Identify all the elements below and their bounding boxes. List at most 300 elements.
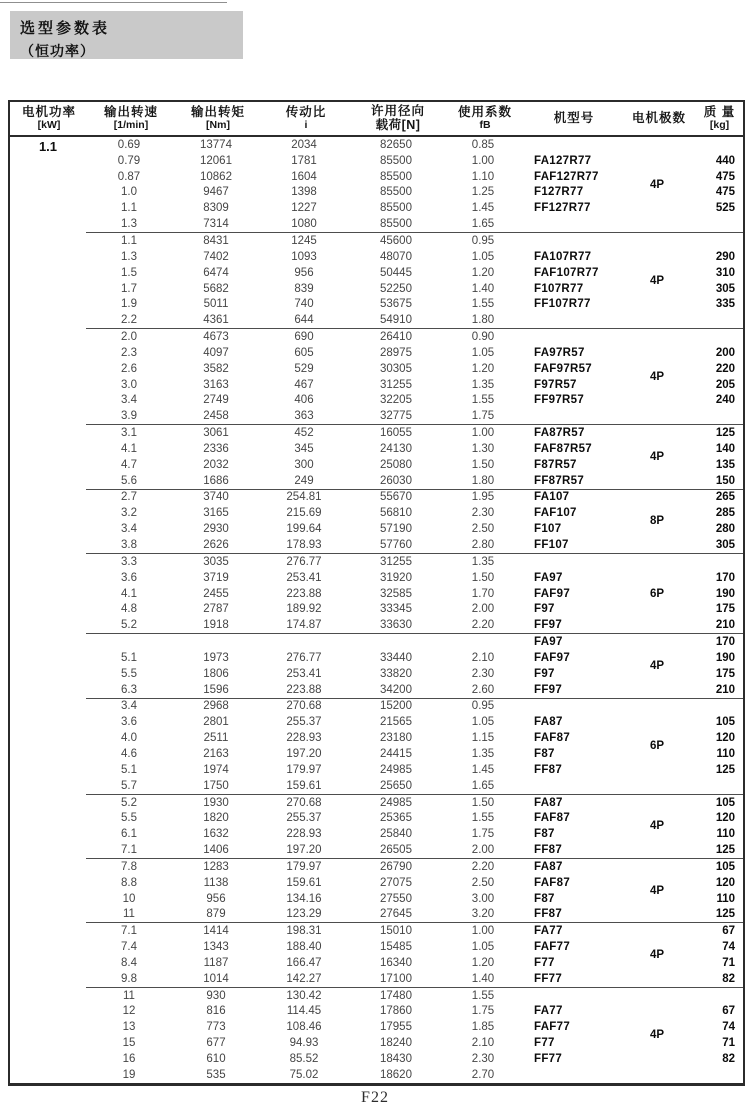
table-row bbox=[86, 473, 743, 489]
mass-cell: 125 bbox=[715, 908, 735, 921]
load-cell: 16340 bbox=[380, 956, 412, 969]
torque-cell: 3719 bbox=[203, 571, 229, 584]
ratio-cell: 249 bbox=[294, 474, 314, 487]
table-row bbox=[86, 329, 743, 345]
ratio-cell: 174.87 bbox=[286, 619, 322, 632]
load-cell: 30305 bbox=[380, 362, 412, 375]
torque-cell: 4097 bbox=[203, 346, 229, 359]
ratio-cell: 740 bbox=[294, 298, 314, 311]
load-cell: 18430 bbox=[380, 1053, 412, 1066]
torque-cell: 3163 bbox=[203, 378, 229, 391]
ratio-cell: 228.93 bbox=[286, 732, 322, 745]
load-cell: 54910 bbox=[380, 314, 412, 327]
model-cell: FA107R77 bbox=[534, 250, 592, 263]
service-factor-cell: 1.80 bbox=[471, 474, 495, 487]
load-cell: 27075 bbox=[380, 876, 412, 889]
load-cell: 26790 bbox=[380, 860, 412, 873]
torque-cell: 8309 bbox=[203, 202, 229, 215]
poles-label: 6P bbox=[649, 587, 665, 600]
service-factor-cell: 1.20 bbox=[471, 956, 495, 969]
service-factor-cell: 2.00 bbox=[471, 603, 495, 616]
model-cell: FAF77 bbox=[534, 1021, 571, 1034]
mass-cell: 525 bbox=[715, 202, 735, 215]
speed-cell: 5.2 bbox=[121, 619, 137, 632]
table-row bbox=[86, 137, 743, 153]
service-factor-cell: 1.75 bbox=[471, 828, 495, 841]
torque-cell: 1930 bbox=[203, 796, 229, 809]
ratio-cell: 956 bbox=[294, 266, 314, 279]
torque-cell: 3035 bbox=[203, 555, 229, 568]
speed-cell: 13 bbox=[122, 1021, 136, 1034]
model-cell: FAF107 bbox=[534, 507, 577, 520]
speed-cell: 1.7 bbox=[121, 282, 137, 295]
service-factor-cell: 2.10 bbox=[471, 651, 495, 664]
mass-cell: 74 bbox=[722, 941, 735, 954]
load-cell: 26030 bbox=[380, 474, 412, 487]
load-cell: 23180 bbox=[380, 732, 412, 745]
table-row bbox=[86, 699, 743, 715]
torque-cell: 2801 bbox=[203, 716, 229, 729]
mass-cell: 175 bbox=[715, 603, 735, 616]
model-cell: FAF87R57 bbox=[534, 442, 593, 455]
ratio-cell: 179.97 bbox=[286, 763, 322, 776]
poles-label: 4P bbox=[649, 949, 665, 962]
service-factor-cell: 0.95 bbox=[471, 700, 495, 713]
header-service-factor: 使用系数 fB bbox=[457, 104, 512, 132]
model-cell: FA77 bbox=[534, 1005, 563, 1018]
selection-parameter-table bbox=[8, 100, 745, 1086]
load-cell: 31255 bbox=[380, 555, 412, 568]
table-row bbox=[86, 778, 743, 794]
load-cell: 85500 bbox=[380, 202, 412, 215]
ratio-cell: 197.20 bbox=[286, 844, 322, 857]
ratio-cell: 166.47 bbox=[286, 956, 322, 969]
service-factor-cell: 0.85 bbox=[471, 138, 495, 151]
ratio-cell: 690 bbox=[294, 331, 314, 344]
ratio-cell: 178.93 bbox=[286, 539, 322, 552]
service-factor-cell: 1.75 bbox=[471, 410, 495, 423]
model-cell: FA97 bbox=[534, 636, 563, 649]
service-factor-cell: 1.80 bbox=[471, 314, 495, 327]
mass-cell: 125 bbox=[715, 844, 735, 857]
ratio-cell: 1080 bbox=[291, 218, 317, 231]
mass-cell: 71 bbox=[722, 1037, 735, 1050]
ratio-cell: 75.02 bbox=[289, 1068, 319, 1081]
speed-cell: 4.8 bbox=[121, 603, 137, 616]
load-cell: 15485 bbox=[380, 941, 412, 954]
load-cell: 52250 bbox=[380, 282, 412, 295]
torque-cell: 1343 bbox=[203, 941, 229, 954]
model-cell: FAF87 bbox=[534, 732, 571, 745]
service-factor-cell: 2.80 bbox=[471, 539, 495, 552]
mass-cell: 135 bbox=[715, 458, 735, 471]
mass-cell: 110 bbox=[716, 747, 735, 760]
service-factor-cell: 2.60 bbox=[471, 683, 495, 696]
ratio-cell: 189.92 bbox=[286, 603, 322, 616]
speed-cell: 1.9 bbox=[121, 298, 137, 311]
load-cell: 27550 bbox=[380, 892, 412, 905]
poles-label: 4P bbox=[649, 178, 665, 191]
ratio-cell: 179.97 bbox=[286, 860, 322, 873]
speed-cell: 6.3 bbox=[121, 683, 137, 696]
service-factor-cell: 1.10 bbox=[471, 170, 495, 183]
load-cell: 85500 bbox=[380, 170, 412, 183]
mass-cell: 74 bbox=[722, 1021, 735, 1034]
poles-label: 6P bbox=[649, 740, 665, 753]
ratio-cell: 223.88 bbox=[286, 587, 322, 600]
ratio-cell: 159.61 bbox=[286, 779, 322, 792]
torque-cell: 13774 bbox=[200, 138, 232, 151]
torque-cell: 9467 bbox=[203, 186, 229, 199]
speed-cell: 3.2 bbox=[121, 507, 137, 520]
poles-label: 8P bbox=[649, 515, 665, 528]
service-factor-cell: 1.35 bbox=[471, 555, 495, 568]
model-cell: F87 bbox=[534, 828, 555, 841]
load-cell: 33630 bbox=[380, 619, 412, 632]
load-cell: 57190 bbox=[380, 523, 412, 536]
row-group bbox=[86, 328, 743, 424]
model-cell: FAF97R57 bbox=[534, 362, 593, 375]
speed-cell: 5.1 bbox=[121, 651, 137, 664]
service-factor-cell: 1.65 bbox=[471, 218, 495, 231]
table-row bbox=[86, 537, 743, 553]
table-row bbox=[86, 153, 743, 169]
load-cell: 55670 bbox=[380, 491, 412, 504]
model-cell: FF77 bbox=[534, 972, 563, 985]
table-row bbox=[86, 634, 743, 650]
model-cell: F97 bbox=[534, 667, 555, 680]
ratio-cell: 108.46 bbox=[286, 1021, 322, 1034]
torque-cell: 930 bbox=[206, 989, 226, 1002]
speed-cell: 1.1 bbox=[121, 202, 137, 215]
ratio-cell: 276.77 bbox=[286, 651, 322, 664]
row-group bbox=[86, 922, 743, 986]
model-cell: FF97 bbox=[534, 619, 563, 632]
table-row bbox=[86, 795, 743, 811]
speed-cell: 5.6 bbox=[121, 474, 137, 487]
top-rule bbox=[0, 2, 227, 3]
mass-cell: 125 bbox=[715, 427, 735, 440]
load-cell: 32205 bbox=[380, 394, 412, 407]
load-cell: 15200 bbox=[380, 700, 412, 713]
service-factor-cell: 1.50 bbox=[471, 796, 495, 809]
load-cell: 25840 bbox=[380, 828, 412, 841]
ratio-cell: 215.69 bbox=[286, 507, 322, 520]
mass-cell: 110 bbox=[716, 828, 735, 841]
service-factor-cell: 1.55 bbox=[471, 298, 495, 311]
load-cell: 85500 bbox=[380, 218, 412, 231]
mass-cell: 210 bbox=[715, 683, 735, 696]
service-factor-cell: 0.95 bbox=[471, 234, 495, 247]
speed-cell: 3.1 bbox=[121, 427, 137, 440]
ratio-cell: 270.68 bbox=[286, 796, 322, 809]
mass-cell: 220 bbox=[715, 362, 735, 375]
torque-cell: 2930 bbox=[203, 523, 229, 536]
load-cell: 26410 bbox=[380, 331, 412, 344]
torque-cell: 1820 bbox=[203, 812, 229, 825]
ratio-cell: 345 bbox=[294, 442, 314, 455]
ratio-cell: 270.68 bbox=[286, 700, 322, 713]
speed-cell: 2.2 bbox=[121, 314, 137, 327]
model-cell: FF87R57 bbox=[534, 474, 585, 487]
load-cell: 24985 bbox=[380, 796, 412, 809]
table-body bbox=[10, 137, 743, 1083]
load-cell: 16055 bbox=[380, 427, 412, 440]
torque-cell: 4673 bbox=[203, 331, 229, 344]
torque-cell: 535 bbox=[206, 1068, 226, 1081]
load-cell: 15010 bbox=[380, 925, 412, 938]
ratio-cell: 197.20 bbox=[286, 747, 322, 760]
load-cell: 33820 bbox=[380, 667, 412, 680]
title-box bbox=[10, 11, 243, 59]
speed-cell: 5.7 bbox=[121, 779, 137, 792]
torque-cell: 773 bbox=[206, 1021, 226, 1034]
load-cell: 48070 bbox=[380, 250, 412, 263]
mass-cell: 290 bbox=[715, 250, 735, 263]
speed-cell: 3.3 bbox=[121, 555, 137, 568]
poles-label: 4P bbox=[649, 450, 665, 463]
header-radial-load: 许用径向 载荷[N] bbox=[370, 103, 425, 132]
speed-cell: 3.6 bbox=[121, 716, 137, 729]
load-cell: 24985 bbox=[380, 763, 412, 776]
service-factor-cell: 2.00 bbox=[471, 844, 495, 857]
model-cell: FA87 bbox=[534, 796, 563, 809]
row-group bbox=[86, 987, 743, 1083]
service-factor-cell: 3.00 bbox=[471, 892, 495, 905]
speed-cell: 4.6 bbox=[121, 747, 137, 760]
row-group bbox=[86, 633, 743, 697]
ratio-cell: 1604 bbox=[291, 170, 317, 183]
load-cell: 34200 bbox=[380, 683, 412, 696]
poles-label: 4P bbox=[649, 820, 665, 833]
service-factor-cell: 3.20 bbox=[471, 908, 495, 921]
mass-cell: 265 bbox=[715, 491, 735, 504]
service-factor-cell: 1.00 bbox=[471, 427, 495, 440]
load-cell: 57760 bbox=[380, 539, 412, 552]
model-cell: FA77 bbox=[534, 925, 563, 938]
model-cell: FAF107R77 bbox=[534, 266, 599, 279]
ratio-cell: 159.61 bbox=[286, 876, 322, 889]
load-cell: 27645 bbox=[380, 908, 412, 921]
table-row bbox=[86, 714, 743, 730]
torque-cell: 1283 bbox=[203, 860, 229, 873]
load-cell: 45600 bbox=[380, 234, 412, 247]
mass-cell: 150 bbox=[715, 474, 735, 487]
table-row bbox=[86, 296, 743, 312]
ratio-cell: 1227 bbox=[291, 202, 317, 215]
poles-label: 4P bbox=[649, 1029, 665, 1042]
mass-cell: 71 bbox=[722, 956, 735, 969]
row-group bbox=[86, 424, 743, 488]
mass-cell: 67 bbox=[722, 1005, 735, 1018]
page-subtitle: （恒功率） bbox=[20, 43, 95, 59]
load-cell: 24415 bbox=[380, 747, 412, 760]
torque-cell: 2968 bbox=[203, 700, 229, 713]
ratio-cell: 134.16 bbox=[286, 892, 322, 905]
speed-cell: 16 bbox=[122, 1053, 136, 1066]
service-factor-cell: 1.40 bbox=[471, 972, 495, 985]
torque-cell: 2787 bbox=[203, 603, 229, 616]
torque-cell: 2626 bbox=[203, 539, 229, 552]
table-row bbox=[86, 345, 743, 361]
load-cell: 50445 bbox=[380, 266, 412, 279]
speed-cell: 4.1 bbox=[121, 442, 137, 455]
table-row bbox=[86, 601, 743, 617]
load-cell: 28975 bbox=[380, 346, 412, 359]
ratio-cell: 130.42 bbox=[286, 989, 322, 1002]
speed-cell: 4.0 bbox=[121, 732, 137, 745]
service-factor-cell: 2.10 bbox=[471, 1037, 495, 1050]
speed-cell: 5.5 bbox=[121, 667, 137, 680]
ratio-cell: 255.37 bbox=[286, 812, 322, 825]
torque-cell: 8431 bbox=[203, 234, 229, 247]
table-row bbox=[86, 490, 743, 506]
load-cell: 25365 bbox=[380, 812, 412, 825]
mass-cell: 205 bbox=[715, 378, 735, 391]
service-factor-cell: 1.35 bbox=[471, 747, 495, 760]
table-row bbox=[86, 988, 743, 1004]
service-factor-cell: 1.05 bbox=[471, 716, 495, 729]
torque-cell: 3740 bbox=[203, 491, 229, 504]
table-row bbox=[86, 554, 743, 570]
speed-cell: 3.6 bbox=[121, 571, 137, 584]
torque-cell: 1918 bbox=[203, 619, 229, 632]
speed-cell: 3.9 bbox=[121, 410, 137, 423]
torque-cell: 2336 bbox=[203, 442, 229, 455]
model-cell: FA87 bbox=[534, 716, 563, 729]
model-cell: F127R77 bbox=[534, 186, 584, 199]
ratio-cell: 529 bbox=[294, 362, 314, 375]
speed-cell: 7.1 bbox=[121, 844, 137, 857]
header-ratio: 传动比 i bbox=[285, 104, 327, 132]
mass-cell: 305 bbox=[715, 539, 735, 552]
service-factor-cell: 1.00 bbox=[471, 925, 495, 938]
model-cell: FF97 bbox=[534, 683, 563, 696]
load-cell: 18620 bbox=[380, 1068, 412, 1081]
service-factor-cell: 1.05 bbox=[471, 250, 495, 263]
poles-label: 4P bbox=[649, 659, 665, 672]
speed-cell: 2.7 bbox=[121, 491, 137, 504]
header-model: 机型号 bbox=[553, 110, 595, 125]
load-cell: 17955 bbox=[380, 1021, 412, 1034]
speed-cell: 11 bbox=[123, 989, 135, 1002]
service-factor-cell: 1.75 bbox=[471, 1005, 495, 1018]
ratio-cell: 198.31 bbox=[286, 925, 322, 938]
model-cell: FA107 bbox=[534, 491, 570, 504]
ratio-cell: 605 bbox=[294, 346, 314, 359]
header-motor-power: 电机功率 [kW] bbox=[21, 104, 76, 132]
mass-cell: 305 bbox=[715, 282, 735, 295]
service-factor-cell: 1.40 bbox=[471, 282, 495, 295]
service-factor-cell: 1.50 bbox=[471, 571, 495, 584]
speed-cell: 6.1 bbox=[121, 828, 137, 841]
table-row bbox=[86, 971, 743, 987]
service-factor-cell: 1.45 bbox=[471, 763, 495, 776]
service-factor-cell: 1.20 bbox=[471, 266, 495, 279]
model-cell: F107R77 bbox=[534, 282, 584, 295]
mass-cell: 105 bbox=[715, 860, 735, 873]
table-row bbox=[86, 1004, 743, 1020]
row-group bbox=[86, 858, 743, 922]
table-row bbox=[86, 570, 743, 586]
service-factor-cell: 0.90 bbox=[471, 331, 495, 344]
torque-cell: 1187 bbox=[203, 956, 229, 969]
speed-cell: 5.1 bbox=[121, 763, 137, 776]
torque-cell: 5682 bbox=[203, 282, 229, 295]
torque-cell: 1596 bbox=[203, 683, 229, 696]
row-group bbox=[86, 553, 743, 633]
header-motor-poles: 电机极数 bbox=[631, 110, 686, 125]
torque-cell: 2455 bbox=[203, 587, 229, 600]
torque-cell: 3165 bbox=[203, 507, 229, 520]
table-row bbox=[86, 408, 743, 424]
ratio-cell: 223.88 bbox=[286, 683, 322, 696]
load-cell: 25650 bbox=[380, 779, 412, 792]
torque-cell: 7314 bbox=[203, 218, 229, 231]
torque-cell: 6474 bbox=[203, 266, 229, 279]
mass-cell: 310 bbox=[715, 266, 735, 279]
service-factor-cell: 2.30 bbox=[471, 667, 495, 680]
torque-cell: 4361 bbox=[203, 314, 229, 327]
ratio-cell: 228.93 bbox=[286, 828, 322, 841]
ratio-cell: 1093 bbox=[291, 250, 317, 263]
load-cell: 31920 bbox=[380, 571, 412, 584]
model-cell: FAF127R77 bbox=[534, 170, 599, 183]
speed-cell: 9.8 bbox=[121, 972, 137, 985]
service-factor-cell: 1.15 bbox=[471, 732, 495, 745]
speed-cell: 19 bbox=[122, 1068, 136, 1081]
ratio-cell: 1781 bbox=[291, 154, 317, 167]
load-cell: 85500 bbox=[380, 154, 412, 167]
speed-cell: 1.5 bbox=[121, 266, 137, 279]
table-row bbox=[86, 842, 743, 858]
ratio-cell: 253.41 bbox=[286, 571, 322, 584]
model-cell: F87R57 bbox=[534, 458, 577, 471]
model-cell: F97R57 bbox=[534, 378, 577, 391]
speed-cell: 2.6 bbox=[121, 362, 137, 375]
load-cell: 33345 bbox=[380, 603, 412, 616]
ratio-cell: 1398 bbox=[291, 186, 317, 199]
torque-cell: 956 bbox=[206, 892, 226, 905]
ratio-cell: 85.52 bbox=[289, 1053, 319, 1066]
load-cell: 26505 bbox=[380, 844, 412, 857]
model-cell: FF77 bbox=[534, 1053, 563, 1066]
mass-cell: 240 bbox=[715, 394, 735, 407]
service-factor-cell: 1.95 bbox=[471, 491, 495, 504]
table-row bbox=[86, 216, 743, 232]
motor-power-value: 1.1 bbox=[38, 139, 58, 154]
speed-cell: 1.3 bbox=[121, 250, 137, 263]
load-cell: 53675 bbox=[380, 298, 412, 311]
ratio-cell: 406 bbox=[294, 394, 314, 407]
row-group bbox=[86, 232, 743, 328]
ratio-cell: 253.41 bbox=[286, 667, 322, 680]
service-factor-cell: 1.45 bbox=[471, 202, 495, 215]
table-body-groups bbox=[86, 137, 743, 1083]
header-mass: 质 量 [kg] bbox=[703, 104, 736, 132]
torque-cell: 816 bbox=[206, 1005, 226, 1018]
load-cell: 17860 bbox=[380, 1005, 412, 1018]
service-factor-cell: 2.50 bbox=[471, 876, 495, 889]
torque-cell: 879 bbox=[206, 908, 226, 921]
load-cell: 33440 bbox=[380, 651, 412, 664]
model-cell: FA127R77 bbox=[534, 154, 592, 167]
torque-cell: 1686 bbox=[203, 474, 229, 487]
ratio-cell: 1245 bbox=[291, 234, 317, 247]
model-cell: FA97 bbox=[534, 571, 563, 584]
table-row bbox=[86, 907, 743, 923]
torque-cell: 1414 bbox=[203, 925, 229, 938]
